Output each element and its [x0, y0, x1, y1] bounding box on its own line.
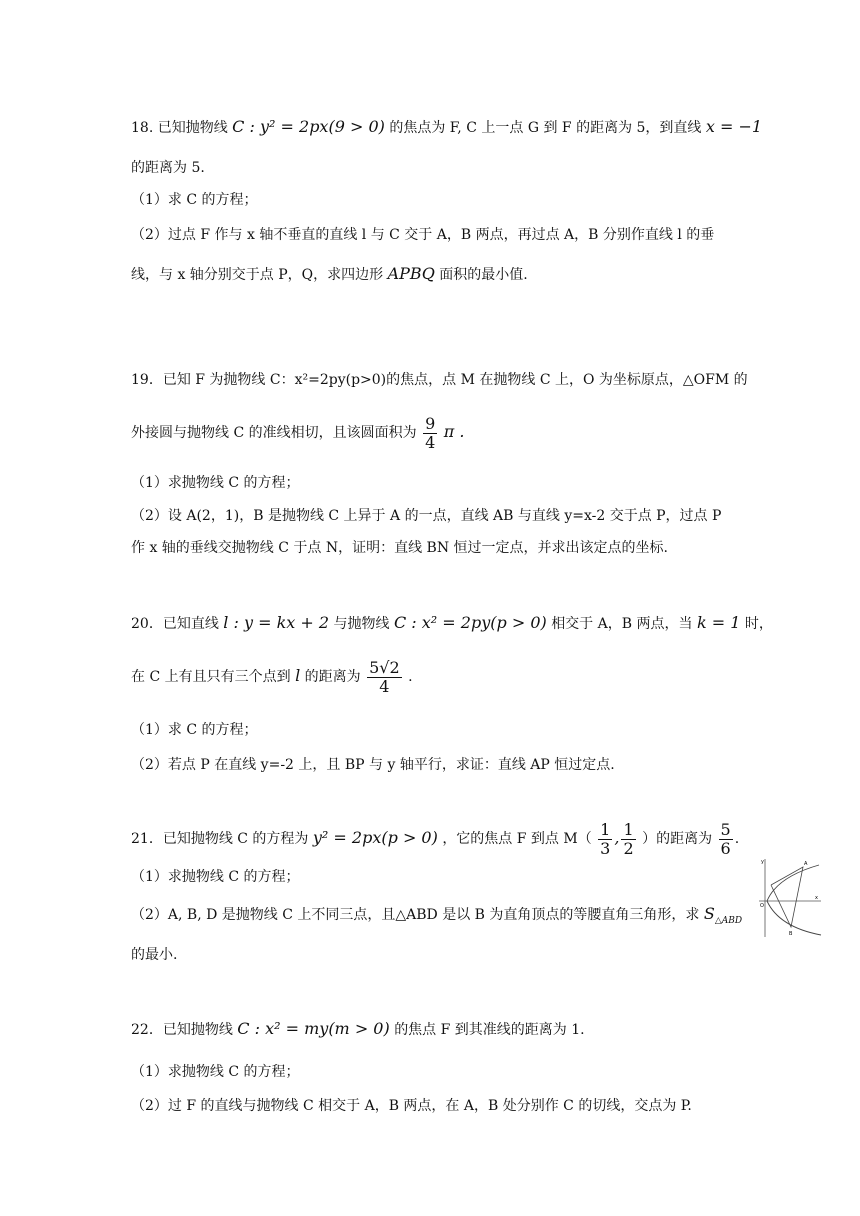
p20-formula: k = 1 [696, 613, 741, 632]
p18-q1: （1）求 C 的方程； [131, 192, 258, 208]
p20-line1 [131, 613, 773, 634]
p20-q1: （1）求 C 的方程； [131, 722, 258, 738]
label-x: x [815, 895, 818, 901]
frac-den: 4 [425, 432, 436, 452]
p22-text: 的焦点 F 到其准线的距离为 1. [394, 1022, 585, 1038]
p21-q1: （1）求抛物线 C 的方程； [131, 869, 300, 885]
p22-text: 22．已知抛物线 [131, 1022, 233, 1038]
p18-line1 [131, 117, 762, 138]
frac-den: 4 [379, 676, 390, 696]
p20-fraction [367, 659, 402, 696]
p18-formula: APBQ [387, 264, 435, 283]
frac-den: 3 [600, 838, 611, 858]
p20-line2 [131, 658, 413, 696]
p21-fraction-2 [621, 821, 635, 858]
p18-text: 线，与 x 轴分别交于点 P，Q，求四边形 [131, 267, 384, 283]
frac-num: 9 [425, 413, 436, 433]
p18-q2b [131, 264, 528, 285]
frac-den: 2 [623, 838, 634, 858]
p19-fraction [423, 415, 437, 452]
p20-text: 的距离为 [304, 669, 361, 685]
p20-q2: （2）若点 P 在直线 y=-2 上，且 BP 与 y 轴平行，求证：直线 AP 恒过定点. [131, 757, 615, 773]
p18-text: 面积的最小值. [439, 267, 528, 283]
label-y: y [761, 859, 764, 865]
p21-text: 21．已知抛物线 C 的方程为 [131, 831, 309, 847]
p18-line2: 的距离为 5. [131, 160, 205, 176]
p19-text: 外接圆与抛物线 C 的准线相切，且该圆面积为 [131, 425, 417, 441]
parabola-curve [767, 865, 821, 935]
triangle [771, 867, 803, 927]
p18-formula: x = −1 [705, 117, 763, 136]
p20-formula: C : x² = 2py(p > 0) [393, 613, 547, 632]
p19-line2 [131, 414, 464, 452]
p21-text: （2）A, B, D 是抛物线 C 上不同三点，且△ABD 是以 B 为直角顶点的等腰直角三角形，求 [131, 907, 700, 923]
p20-text: 时， [744, 616, 773, 632]
p20-text: 与抛物线 [333, 616, 390, 632]
p21-text: ）的距离为 [642, 831, 713, 847]
p22-q2: （2）过 F 的直线与抛物线 C 相交于 A，B 两点，在 A，B 处分别作 C 的切线，交点为 P. [131, 1098, 692, 1114]
p21-fraction-1 [598, 821, 612, 858]
p19-q2b: 作 x 轴的垂线交抛物线 C 于点 N，证明：直线 BN 恒过一定点，并求出该定点的坐标. [131, 540, 668, 556]
p19-formula: π . [443, 422, 465, 441]
p20-formula: l : y = kx + 2 [223, 613, 330, 632]
p20-text: 在 C 上有且只有三个点到 [131, 669, 291, 685]
p22-line1 [131, 1019, 585, 1040]
label-o: O [760, 903, 764, 909]
frac-num: 1 [623, 819, 634, 839]
p18-q2a: （2）过点 F 作与 x 轴不垂直的直线 l 与 C 交于 A，B 两点，再过点 A，B 分别作直线 l 的垂 [131, 227, 715, 243]
p18-text: 的焦点为 F, C 上一点 G 到 F 的距离为 5，到直线 [389, 120, 702, 136]
label-a: A [804, 861, 808, 867]
parabola-figure [757, 855, 823, 939]
p21-formula: S [703, 904, 715, 923]
label-b: B [789, 931, 793, 937]
p18-text: 18. 已知抛物线 [131, 120, 228, 136]
p21-q2a [131, 904, 742, 931]
p21-text: . [734, 831, 740, 847]
p20-formula: l [295, 666, 301, 685]
p22-q1: （1）求抛物线 C 的方程； [131, 1064, 300, 1080]
frac-den: 6 [720, 838, 731, 858]
p21-q2b: 的最小. [131, 947, 178, 963]
frac-num: 1 [600, 819, 611, 839]
p18-formula: C : y² = 2px(9 > 0) [232, 117, 385, 136]
p20-text: 相交于 A，B 两点，当 [551, 616, 693, 632]
p21-text: ，它的焦点 F 到点 M（ [442, 831, 592, 847]
p21-line1 [131, 820, 739, 858]
p21-fraction-3 [719, 821, 733, 858]
frac-num: 5√2 [369, 657, 400, 677]
p21-subscript: △ABD [714, 915, 743, 926]
p19-line1: 19．已知 F 为抛物线 C：x²=2py(p>0)的焦点，点 M 在抛物线 C 上，O 为坐标原点，△OFM 的 [131, 372, 748, 388]
comma: , [614, 828, 620, 847]
p21-formula: y² = 2px(p > 0) [312, 828, 438, 847]
p20-text: 20．已知直线 [131, 616, 219, 632]
p22-formula: C : x² = my(m > 0) [237, 1019, 390, 1038]
p20-text: . [408, 669, 413, 685]
p19-q1: （1）求抛物线 C 的方程； [131, 475, 300, 491]
p19-q2a: （2）设 A(2，1)，B 是抛物线 C 上异于 A 的一点，直线 AB 与直线 y=x-2 交于点 P，过点 P [131, 508, 722, 524]
frac-num: 5 [720, 819, 731, 839]
